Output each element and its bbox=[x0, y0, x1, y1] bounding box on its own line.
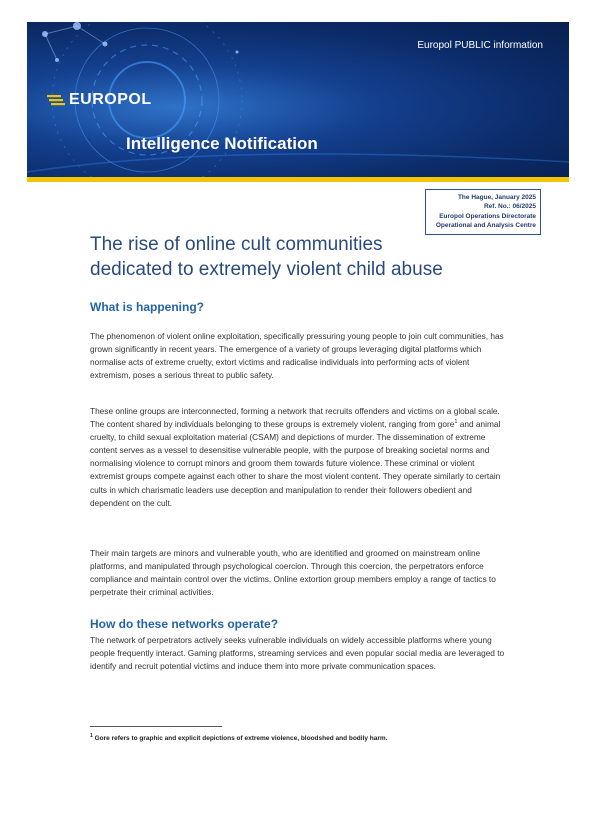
document-title-line-1: The rise of online cult communities bbox=[90, 234, 383, 255]
notification-title: Intelligence Notification bbox=[126, 134, 318, 153]
footnote-marker: 1 bbox=[90, 733, 93, 739]
logo-text: EUROPOL bbox=[69, 91, 152, 108]
footnote-divider bbox=[90, 726, 222, 727]
section-heading-how-networks-operate: How do these networks operate? bbox=[90, 617, 279, 631]
reference-directorate: Europol Operations Directorate bbox=[439, 212, 536, 220]
document-title-line-2: dedicated to extremely violent child abuse bbox=[90, 259, 443, 281]
reference-number: Ref. No.: 06/2025 bbox=[483, 203, 536, 211]
footnote-reference[interactable]: 1 bbox=[454, 419, 458, 426]
document-title bbox=[90, 232, 530, 283]
reference-centre: Operational and Analysis Centre bbox=[435, 222, 536, 230]
section2-paragraph-1: The network of perpetrators actively seeks vulnerable individuals on widely accessible platforms where young people frequently interact. Gaming platforms, streaming services and even popular social media are leveraged to identify and recruit potential victims and induce them into more private communication spaces. bbox=[90, 635, 505, 672]
europol-logo-mark-icon bbox=[47, 94, 65, 106]
section1-paragraph-2-part-b: and animal cruelty, to child sexual exploitation material (CSAM) and depictions of murder. The dissemination of extreme content serves as a vessel to desensitise vulnerable people, with the purpose of breaking societal norms and normalising violence to corrupt minors and groom them towards future violence. These criminal or violent extremist groups compete against each other to share the most violent content. They operate similarly to certain cults in which charismatic leaders use deception and manipulation to render their followers obedient and dependent on the cult. bbox=[90, 419, 501, 508]
classification-label: Europol PUBLIC information bbox=[417, 40, 543, 51]
europol-logo bbox=[47, 91, 152, 109]
section1-paragraph-2 bbox=[90, 405, 510, 510]
reference-place-date: The Hague, January 2025 bbox=[457, 194, 536, 201]
footnote-text: Gore refers to graphic and explicit depictions of extreme violence, bloodshed and bodily harm. bbox=[92, 735, 388, 743]
footnote bbox=[90, 733, 388, 742]
section1-paragraph-2-part-a: These online groups are interconnected, forming a network that recruits offenders and victims on a global scale. The content shared by individuals belonging to these groups is extremely violent, ranging from gore bbox=[90, 406, 500, 430]
section1-paragraph-1: The phenomenon of violent online exploitation, specifically pressuring young people to join cult communities, has grown significantly in recent years. The emergence of a variety of groups leveraging digital platforms which normalise acts of extreme cruelty, extort victims and radicalise individuals into performing acts of violent extremism, poses a serious threat to public safety. bbox=[90, 331, 504, 381]
header-banner bbox=[27, 22, 569, 177]
section-heading-what-is-happening: What is happening? bbox=[90, 300, 204, 314]
reference-box bbox=[425, 189, 541, 235]
banner-accent-bar bbox=[27, 177, 569, 182]
section1-paragraph-3: Their main targets are minors and vulnerable youth, who are identified and groomed on mainstream online platforms, and manipulated through psychological coercion. Through this coercion, the perpetrators enforce compliance and maintain control over the victims. Online extortion group members employ a range of tactics to perpetrate their criminal activities. bbox=[90, 548, 496, 598]
